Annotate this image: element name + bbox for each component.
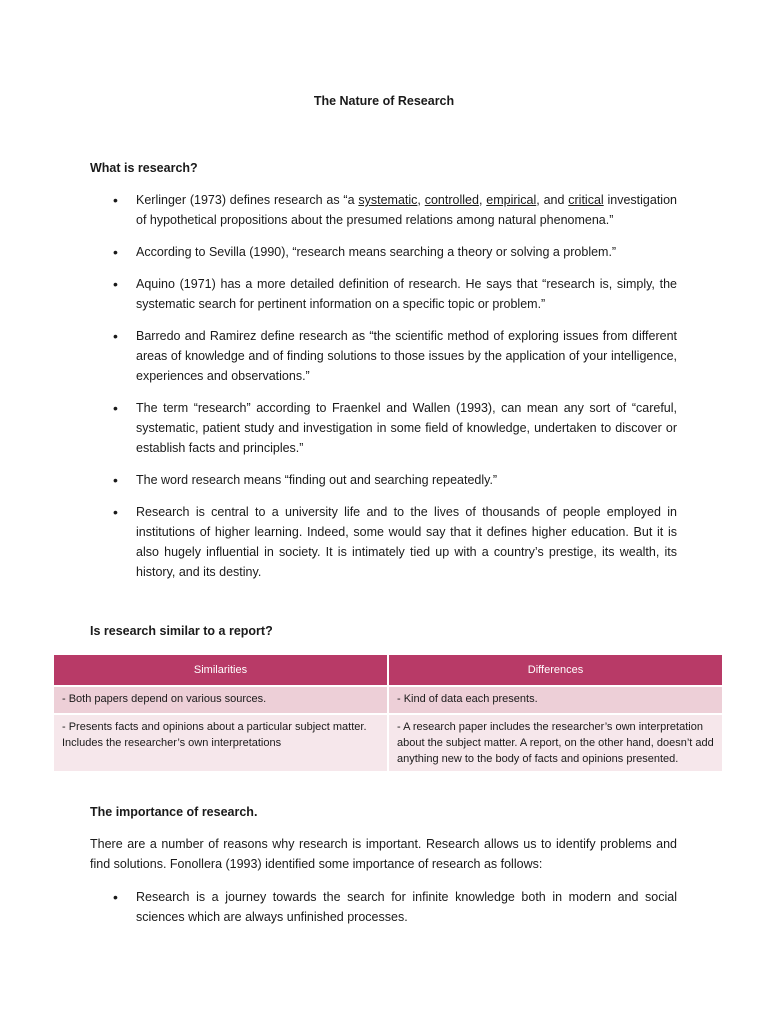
underlined-term: empirical [486,193,537,207]
list-item: • Barredo and Ramirez define research as “the scientific method of exploring issues from different areas of knowledge and of finding solutions to those issues by the application of your intelligence, experiences and observations.” [113,328,677,383]
table-row [54,686,722,714]
definitions-list [90,190,677,582]
bullet-icon: • [113,889,118,905]
list-item: • According to Sevilla (1990), “research means searching a theory or solving a problem.” [113,244,617,260]
list-item: • The term “research” according to Fraenkel and Wallen (1993), can mean any sort of “careful, systematic, patient study and investigation in some field of knowledge, undertaken to discover or establish facts and principles.” [113,400,677,455]
table-cell: - Presents facts and opinions about a particular subject matter. Includes the researcher’s own interpretations [54,714,388,771]
importance-list [90,887,677,927]
bullet-icon: • [113,400,118,416]
table-row [54,714,722,771]
table-cell: - Both papers depend on various sources. [54,686,388,714]
importance-intro: There are a number of reasons why research is important. Research allows us to identify problems and find solutions. Fonollera (1993) identified some importance of research as follows: [90,837,677,871]
table-cell: - Kind of data each presents. [388,686,722,714]
column-header-differences: Differences [388,655,722,686]
table-cell: - A research paper includes the researcher’s own interpretation about the subject matter. A report, on the other hand, doesn’t add anything new to the body of facts and opinions presented. [388,714,722,771]
bullet-icon: • [113,192,118,208]
underlined-term: controlled [424,193,479,207]
bullet-icon: • [113,472,118,488]
list-item: • The word research means “finding out and searching repeatedly.” [113,472,498,488]
underlined-term: critical [568,193,604,207]
list-item: • Kerlinger (1973) defines research as “a systematic, controlled, empirical, and critical investigation of hypothetical propositions about the presumed relations among natural phenomena.” [113,192,677,227]
bullet-icon: • [113,276,118,292]
list-item: • Aquino (1971) has a more detailed definition of research. He says that “research is, simply, the systematic search for pertinent information on a specific topic or problem.” [113,276,677,311]
bullet-icon: • [113,504,118,520]
bullet-icon: • [113,244,118,260]
column-header-similarities: Similarities [54,655,388,686]
list-item: • Research is central to a university life and to the lives of thousands of people employed in institutions of higher learning. Indeed, some would say that it defines higher education. But it is also hugely influential in society. It is intimately tied up with a country’s prestige, its wealth, its history, and its destiny. [113,504,677,579]
section-heading-research-vs-report: Is research similar to a report? [90,624,273,638]
underlined-term: systematic [358,193,418,207]
comparison-table [54,655,722,771]
table-header-row [54,655,722,686]
list-item: • Research is a journey towards the search for infinite knowledge both in modern and social sciences which are always unfinished processes. [113,889,677,924]
page-title: The Nature of Research [313,94,455,108]
section-heading-importance: The importance of research. [90,805,258,819]
section-heading-what-is-research: What is research? [90,161,198,175]
bullet-icon: • [113,328,118,344]
